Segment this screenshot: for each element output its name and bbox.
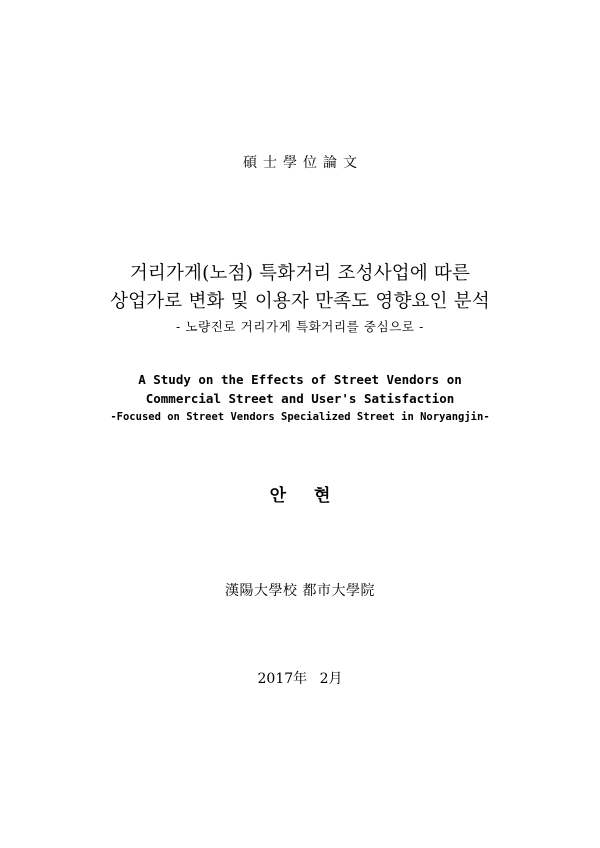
institution-name: 漢陽大學校 都市大學院 (225, 583, 375, 599)
english-title-line-1: A Study on the Effects of Street Vendors on (138, 372, 462, 387)
korean-subtitle: - 노량진로 거리가게 특화거리를 중심으로 - (176, 319, 424, 334)
author-name: 안현 (269, 486, 359, 506)
korean-title-line-1: 거리가게(노점) 특화거리 조성사업에 따른 (129, 263, 471, 284)
korean-title-line-2: 상업가로 변화 및 이용자 만족도 영향요인 분석 (110, 291, 490, 312)
english-title-line-2: Commercial Street and User's Satisfaction (145, 391, 455, 406)
degree-label: 碩士學位論文 (243, 155, 363, 171)
submission-date: 2017年 2月 (257, 671, 343, 687)
english-subtitle: -Focused on Street Vendors Specialized Street in Noryangjin- (110, 411, 490, 423)
